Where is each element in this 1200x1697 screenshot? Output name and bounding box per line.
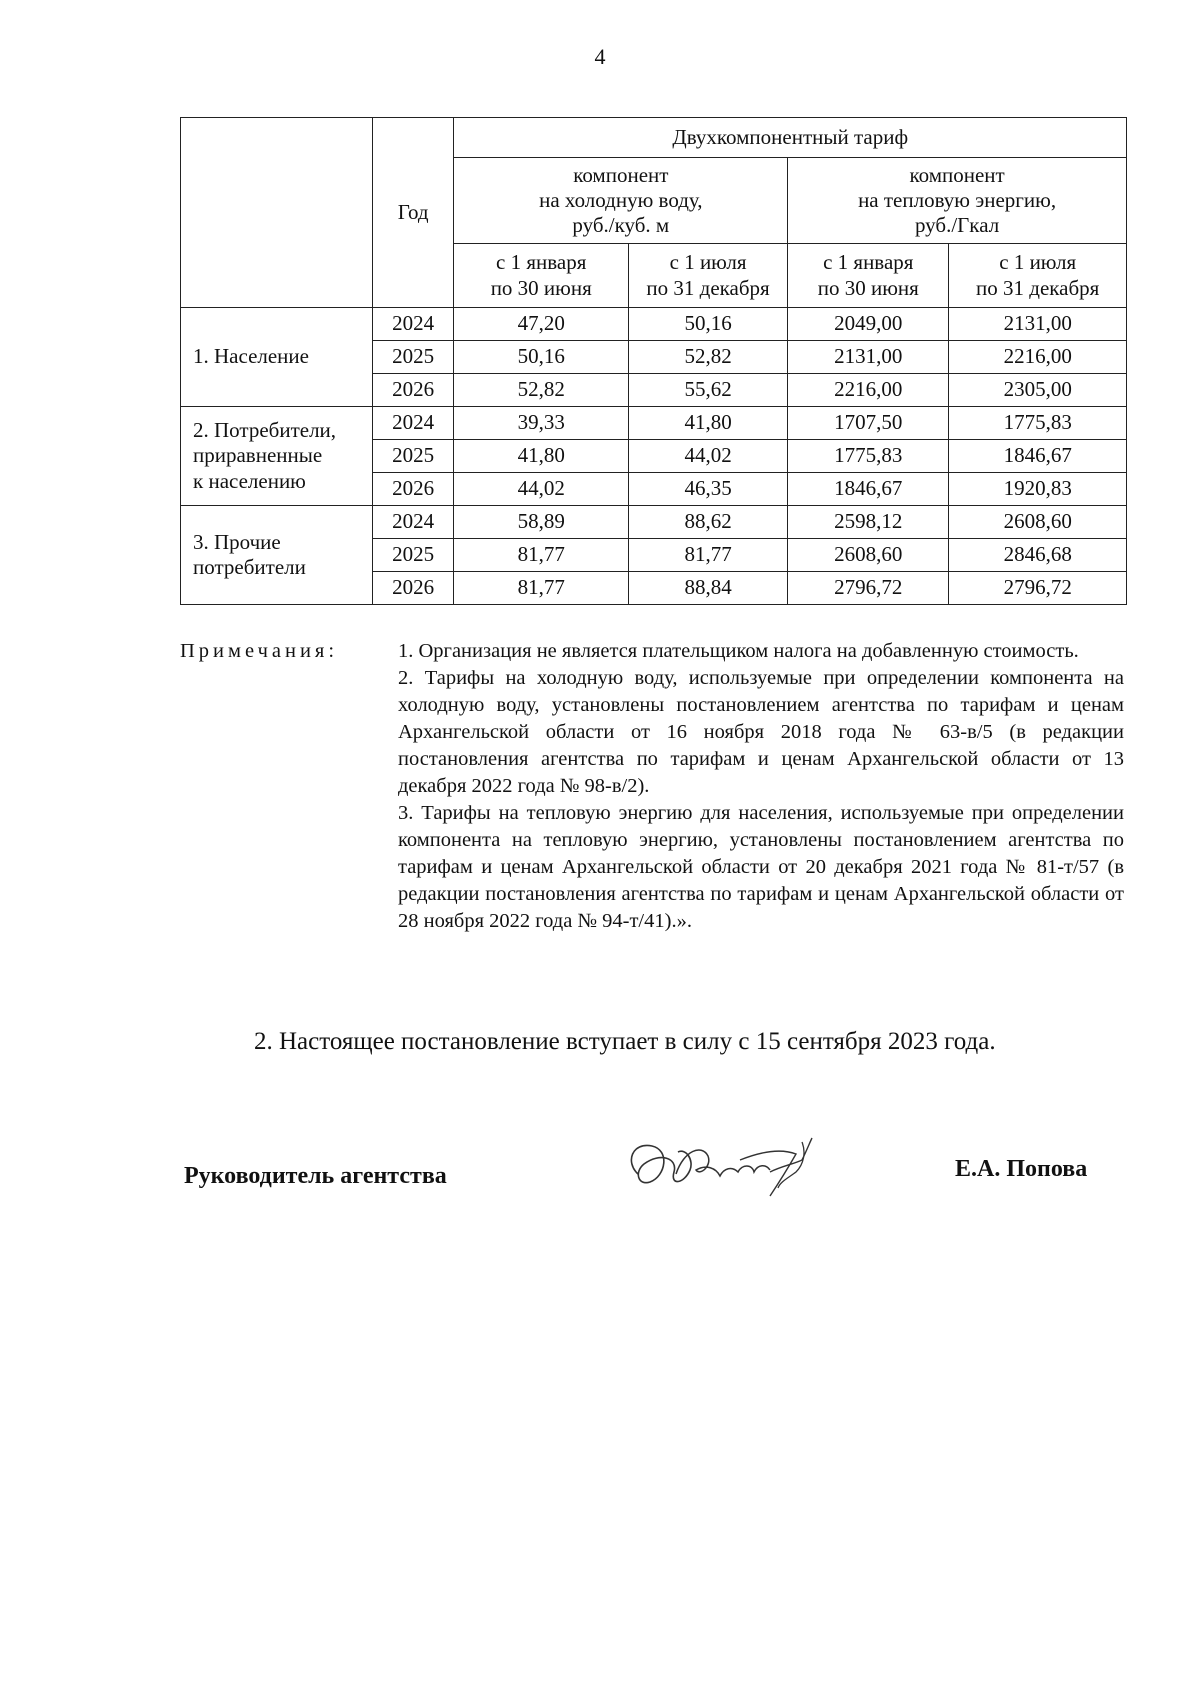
water-h1-cell: 81,77 bbox=[454, 539, 629, 572]
header-line: на холодную воду, bbox=[539, 187, 703, 212]
year-cell: 2025 bbox=[372, 341, 454, 374]
year-cell: 2024 bbox=[372, 308, 454, 341]
year-cell: 2026 bbox=[372, 572, 454, 605]
heat-h2-cell: 1775,83 bbox=[949, 407, 1127, 440]
year-cell: 2026 bbox=[372, 473, 454, 506]
header-line: по 31 декабря bbox=[976, 275, 1100, 300]
consumer-group-cell bbox=[181, 506, 373, 605]
consumer-group-cell bbox=[181, 308, 373, 407]
signatory-title: Руководитель агентства bbox=[184, 1163, 447, 1189]
water-h2-cell: 55,62 bbox=[628, 374, 787, 407]
heat-h2-cell: 2846,68 bbox=[949, 539, 1127, 572]
header-line: по 30 июня bbox=[490, 275, 592, 300]
tariff-table-body bbox=[181, 118, 1127, 605]
header-category-cell bbox=[181, 118, 373, 308]
table-row bbox=[181, 506, 1127, 539]
water-h2-cell: 88,62 bbox=[628, 506, 787, 539]
heat-h2-cell: 2131,00 bbox=[949, 308, 1127, 341]
header-year-cell: Год bbox=[372, 118, 454, 308]
year-cell: 2025 bbox=[372, 539, 454, 572]
water-h1-cell: 81,77 bbox=[454, 572, 629, 605]
water-h1-cell: 50,16 bbox=[454, 341, 629, 374]
water-h1-cell: 41,80 bbox=[454, 440, 629, 473]
heat-h2-cell: 2796,72 bbox=[949, 572, 1127, 605]
water-h2-cell: 41,80 bbox=[628, 407, 787, 440]
header-line: компонент bbox=[909, 162, 1005, 187]
year-cell: 2025 bbox=[372, 440, 454, 473]
water-h1-cell: 58,89 bbox=[454, 506, 629, 539]
heat-h2-cell: 2216,00 bbox=[949, 341, 1127, 374]
consumer-group-cell bbox=[181, 407, 373, 506]
heat-h2-cell: 2305,00 bbox=[949, 374, 1127, 407]
header-line: компонент bbox=[573, 162, 669, 187]
water-h2-cell: 81,77 bbox=[628, 539, 787, 572]
heat-h1-cell: 2216,00 bbox=[788, 374, 949, 407]
group-label-line: 2. Потребители, bbox=[193, 418, 337, 443]
header-period-cell bbox=[788, 244, 949, 308]
heat-h2-cell: 2608,60 bbox=[949, 506, 1127, 539]
heat-h1-cell: 2796,72 bbox=[788, 572, 949, 605]
tariff-table bbox=[180, 117, 1127, 605]
heat-h1-cell: 2131,00 bbox=[788, 341, 949, 374]
note-item: 3. Тарифы на тепловую энергию для населения, используемые при определении компонента на тепловую энергию, установлены постановлением агентства по тарифам и ценам Архангельской области от 20 декабря 2021 года № 81-т/57 (в редакции постановления агентства по тарифам и ценам Архангельской области от 28 ноября 2022 года № 94-т/41).». bbox=[398, 802, 1124, 932]
heat-h1-cell: 2598,12 bbox=[788, 506, 949, 539]
water-h2-cell: 52,82 bbox=[628, 341, 787, 374]
note-item: 1. Организация не является плательщиком налога на добавленную стоимость. bbox=[398, 640, 1079, 662]
header-row bbox=[181, 118, 1127, 158]
water-h2-cell: 88,84 bbox=[628, 572, 787, 605]
header-line: с 1 января bbox=[496, 250, 587, 275]
water-h2-cell: 46,35 bbox=[628, 473, 787, 506]
group-label-line: потребители bbox=[193, 555, 306, 579]
signatory-name: Е.А. Попова bbox=[955, 1156, 1088, 1182]
header-line: с 1 июля bbox=[669, 250, 747, 275]
heat-h1-cell: 2049,00 bbox=[788, 308, 949, 341]
handwritten-signature bbox=[620, 1112, 830, 1212]
header-tariff-cell: Двухкомпонентный тариф bbox=[454, 118, 1127, 158]
header-line: по 31 декабря bbox=[646, 275, 770, 300]
water-h1-cell: 44,02 bbox=[454, 473, 629, 506]
header-water-component bbox=[454, 158, 788, 244]
header-period-cell bbox=[628, 244, 787, 308]
header-line: по 30 июня bbox=[817, 275, 919, 300]
group-label-line: к населению bbox=[193, 468, 306, 493]
header-line: на тепловую энергию, bbox=[858, 187, 1057, 212]
notes-label: Примечания: bbox=[180, 640, 339, 662]
effective-date-clause: 2. Настоящее постановление вступает в силу с 15 сентября 2023 года. bbox=[254, 1028, 996, 1055]
year-cell: 2024 bbox=[372, 407, 454, 440]
heat-h1-cell: 1846,67 bbox=[788, 473, 949, 506]
year-cell: 2026 bbox=[372, 374, 454, 407]
heat-h1-cell: 2608,60 bbox=[788, 539, 949, 572]
group-label-line: 3. Прочие bbox=[193, 529, 281, 554]
table-row bbox=[181, 407, 1127, 440]
page-number: 4 bbox=[594, 44, 606, 69]
heat-h1-cell: 1775,83 bbox=[788, 440, 949, 473]
heat-h1-cell: 1707,50 bbox=[788, 407, 949, 440]
note-item: 2. Тарифы на холодную воду, используемые при определении компонента на холодную воду, установлены постановлением агентства по тарифам и ценам Архангельской области от 16 ноября 2018 года № 63-в/5 (в редакции постановления агентства по тарифам и ценам Архангельской области от 13 декабря 2022 года № 98-в/2). bbox=[398, 667, 1124, 797]
water-h1-cell: 39,33 bbox=[454, 407, 629, 440]
header-line: с 1 января bbox=[823, 250, 914, 275]
water-h1-cell: 47,20 bbox=[454, 308, 629, 341]
group-label-line: 1. Население bbox=[193, 344, 309, 369]
water-h2-cell: 44,02 bbox=[628, 440, 787, 473]
water-h2-cell: 50,16 bbox=[628, 308, 787, 341]
header-line: руб./куб. м bbox=[572, 213, 670, 238]
heat-h2-cell: 1920,83 bbox=[949, 473, 1127, 506]
header-period-cell bbox=[454, 244, 629, 308]
notes-list bbox=[398, 638, 1124, 935]
header-period-cell bbox=[949, 244, 1127, 308]
header-line: с 1 июля bbox=[999, 250, 1077, 275]
header-line: руб./Гкал bbox=[914, 213, 1000, 238]
water-h1-cell: 52,82 bbox=[454, 374, 629, 407]
year-cell: 2024 bbox=[372, 506, 454, 539]
group-label-line: приравненные bbox=[193, 443, 323, 468]
table-row bbox=[181, 308, 1127, 341]
heat-h2-cell: 1846,67 bbox=[949, 440, 1127, 473]
header-heat-component bbox=[788, 158, 1127, 244]
